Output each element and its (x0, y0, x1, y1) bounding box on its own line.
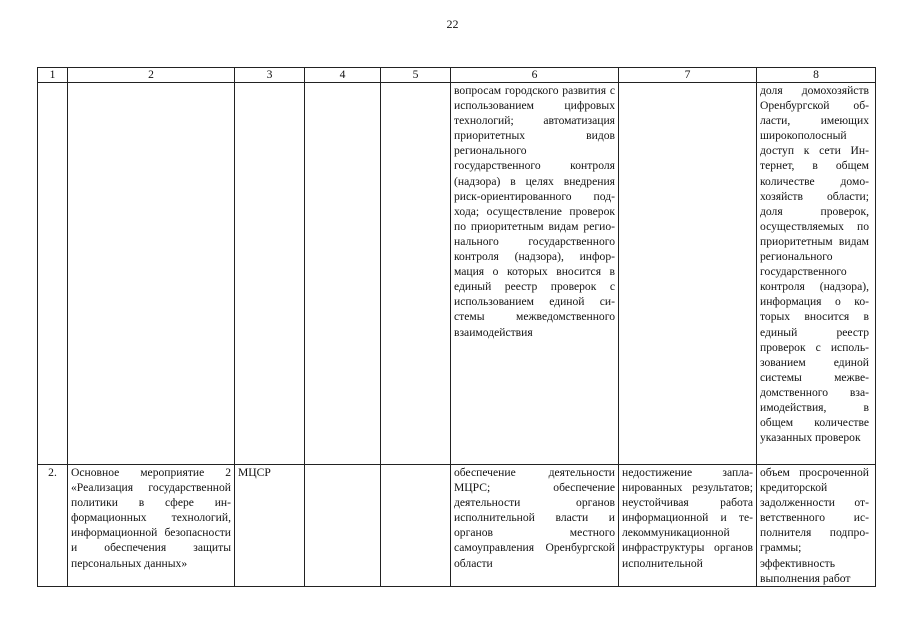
header-col-6: 6 (451, 68, 619, 83)
header-col-4: 4 (305, 68, 381, 83)
row2-indicators: объем просроченной кредиторской задолженности ответственного исполнителя подпрограммы; эффективность выполнения работ (757, 465, 876, 587)
row2-start (305, 465, 381, 587)
row1-end (381, 83, 451, 465)
row2-number: 2. (38, 465, 68, 587)
header-col-2: 2 (68, 68, 235, 83)
table-row (38, 83, 876, 465)
table-row (38, 465, 876, 587)
row2-measure: Основное мероприятие 2 «Реализация государственной политики в сфере информационных технологий, информационной безопасности и обеспечения защиты персональных данных» (68, 465, 235, 587)
row2-end (381, 465, 451, 587)
row1-number (38, 83, 68, 465)
row1-measure (68, 83, 235, 465)
plan-table (37, 67, 876, 587)
row1-start (305, 83, 381, 465)
header-row (38, 68, 876, 83)
header-col-1: 1 (38, 68, 68, 83)
header-col-5: 5 (381, 68, 451, 83)
row2-executor: МЦСР (235, 465, 305, 587)
row1-consequences (619, 83, 757, 465)
page-number: 22 (446, 17, 459, 31)
row1-executor (235, 83, 305, 465)
header-col-7: 7 (619, 68, 757, 83)
row2-result: обеспечение деятельности МЦРС; обеспечение деятельности органов исполнительной власти и органов местного самоуправления Оренбургской области (451, 465, 619, 587)
row2-consequences: недостижение запланированных результатов; неустойчивая работа информационной и телекоммуникационной инфраструктуры органов исполнительной (619, 465, 757, 587)
header-col-3: 3 (235, 68, 305, 83)
row1-result: вопросам городского развития с использованием цифровых технологий; автоматизация приоритетных видов регионального государственного контроля (надзора) в целях внедрения риск-ориентированного подхода; осуществление проверок по приоритетным видам регионального государственного контроля (надзора), информация о которых вносится в единый реестр проверок с использованием единой системы межведомственного взаимодействия (451, 83, 619, 465)
header-col-8: 8 (757, 68, 876, 83)
row1-indicators: доля домохозяйств Оренбургской области, имеющих широкополосный доступ к сети Интернет, в общем количестве домохозяйств области; доля проверок, осуществляемых по приоритетным видам регионального государственного контроля (надзора), информация о которых вносится в единый реестр проверок с использованием единой системы межведомственного взаимодействия, в общем количестве указанных проверок (757, 83, 876, 465)
